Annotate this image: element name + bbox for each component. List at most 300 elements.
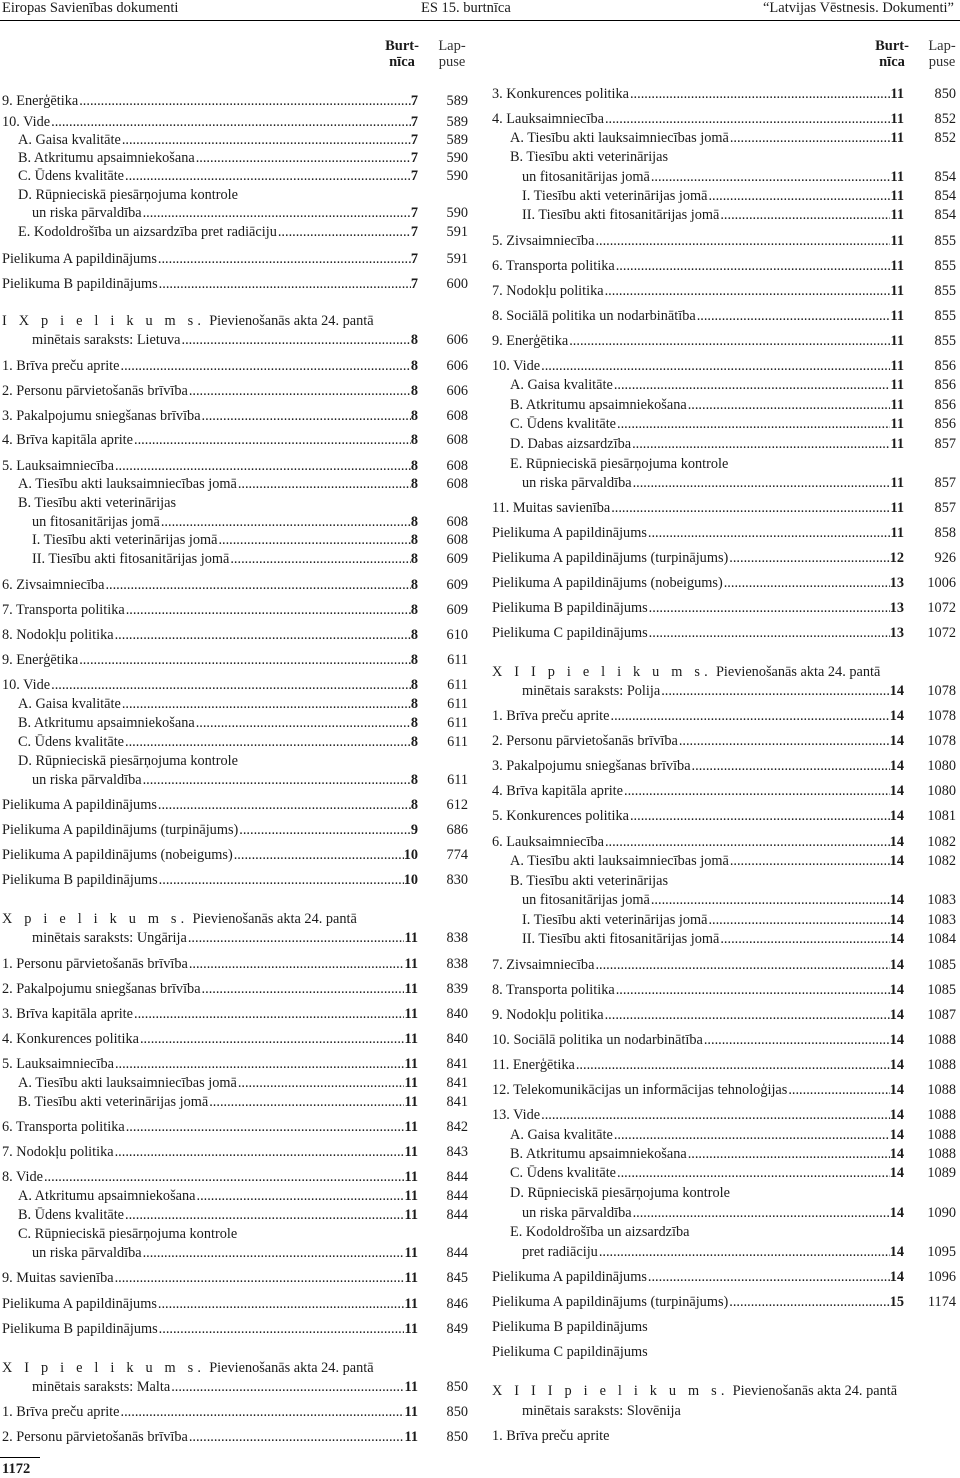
toc-entry-burtnica: 11 — [404, 1006, 418, 1022]
heading-line: Lap- — [928, 38, 956, 54]
toc-entry-text — [32, 1245, 418, 1262]
toc-entry-label: A. Atkritumu apsaimniekošana — [18, 1188, 196, 1204]
dot-leader — [202, 408, 411, 425]
toc-entry-page: 840 — [446, 1031, 468, 1047]
toc-entry — [2, 1429, 470, 1446]
toc-entry-burtnica: 14 — [889, 1146, 904, 1162]
dot-leader — [624, 783, 890, 800]
toc-entry-label: 1. Brīva preču aprite — [492, 708, 610, 724]
toc-entry-label: A. Tiesību akti lauksaimniecības jomā — [510, 853, 729, 869]
toc-entry-page: 849 — [446, 1321, 468, 1337]
toc-entry-text — [2, 358, 418, 375]
toc-entry-text — [522, 207, 904, 224]
heading-line: Lap- — [438, 38, 466, 54]
toc-entry-burtnica: 11 — [890, 525, 904, 541]
dot-leader — [616, 982, 890, 999]
toc-entry-page: 611 — [447, 696, 468, 712]
toc-entry — [492, 1082, 958, 1099]
toc-entry — [2, 150, 470, 167]
toc-entry — [492, 853, 958, 870]
toc-entry-burtnica: 11 — [404, 1296, 418, 1312]
toc-entry-text — [18, 495, 177, 512]
toc-entry — [492, 86, 958, 103]
toc-entry — [492, 188, 958, 205]
toc-entry — [492, 525, 958, 542]
toc-entry-burtnica: 11 — [890, 358, 904, 374]
toc-entry-page: 608 — [446, 532, 468, 548]
footer-rule — [0, 1457, 40, 1458]
toc-entry-text — [492, 625, 904, 642]
toc-entry-burtnica: 7 — [410, 150, 418, 166]
toc-entry-text — [2, 313, 375, 330]
toc-entry-label: 4. Konkurences politika — [2, 1031, 139, 1047]
dot-leader — [125, 168, 411, 185]
toc-entry — [2, 652, 470, 669]
toc-entry-burtnica: 14 — [889, 733, 904, 749]
toc-entry-text — [2, 1429, 418, 1446]
toc-entry-page: 1072 — [927, 625, 956, 641]
toc-entry-text — [510, 1127, 904, 1144]
dot-leader — [121, 1404, 405, 1421]
toc-entry-label: Pielikuma B papildinājums — [492, 1319, 648, 1335]
toc-entry-page: 858 — [934, 525, 956, 541]
dot-leader — [595, 233, 890, 250]
toc-entry-burtnica: 11 — [404, 1404, 418, 1420]
dot-leader — [51, 114, 411, 131]
toc-entry-burtnica: 11 — [890, 377, 904, 393]
dot-leader — [611, 500, 890, 517]
toc-entry-burtnica: 8 — [410, 734, 418, 750]
toc-entry — [2, 458, 470, 475]
toc-entry-text — [492, 808, 904, 825]
dot-leader — [188, 930, 405, 947]
toc-entry — [2, 1360, 470, 1377]
toc-entry-page: 844 — [446, 1188, 468, 1204]
toc-entry — [2, 532, 470, 549]
dot-leader — [730, 130, 891, 147]
toc-entry — [492, 708, 958, 725]
toc-entry-text — [492, 1428, 611, 1445]
toc-entry-page: 854 — [934, 188, 956, 204]
toc-entry-burtnica: 8 — [410, 696, 418, 712]
toc-entry-text — [32, 1379, 418, 1396]
toc-entry-label: un riska pārvaldība — [32, 1245, 142, 1261]
toc-entry-text — [18, 1188, 418, 1205]
toc-entry-text — [492, 982, 904, 999]
dot-leader — [616, 258, 891, 275]
toc-entry-page: 1087 — [927, 1007, 956, 1023]
dot-leader — [189, 956, 405, 973]
toc-entry-burtnica: 14 — [889, 1082, 904, 1098]
toc-entry — [2, 1245, 470, 1262]
toc-entry-page: 612 — [446, 797, 468, 813]
toc-entry — [492, 130, 958, 147]
toc-entry-text — [522, 475, 904, 492]
toc-entry-page: 838 — [446, 956, 468, 972]
toc-entry-burtnica: 14 — [889, 1057, 904, 1073]
toc-entry-text — [522, 188, 904, 205]
toc-entry-text — [510, 1185, 731, 1202]
toc-entry — [492, 475, 958, 492]
toc-entry — [492, 931, 958, 948]
toc-entry-label: un riska pārvaldība — [522, 475, 632, 491]
toc-entry-page: 855 — [934, 283, 956, 299]
dot-leader — [209, 1094, 404, 1111]
toc-entry-page: 611 — [447, 734, 468, 750]
toc-entry-page: 1088 — [927, 1107, 956, 1123]
toc-entry — [2, 251, 470, 268]
toc-entry-burtnica: 8 — [410, 627, 418, 643]
toc-entry-page: 856 — [934, 416, 956, 432]
dot-leader — [633, 475, 891, 492]
toc-entry-page: 1082 — [927, 834, 956, 850]
toc-entry-page: 606 — [446, 383, 468, 399]
toc-entry-label: 10. Vide — [492, 358, 541, 374]
toc-entry-page: 852 — [934, 111, 956, 127]
toc-entry-label: 1. Personu pārvietošanās brīvība — [2, 956, 188, 972]
toc-entry-burtnica: 8 — [410, 602, 418, 618]
toc-entry-label: I. Tiesību akti veterinārijas jomā — [32, 532, 218, 548]
toc-entry-label: II. Tiesību akti fitosanitārijas jomā — [522, 207, 720, 223]
toc-entry-label: Pielikuma A papildinājums (turpinājums) — [492, 1294, 729, 1310]
toc-entry — [492, 258, 958, 275]
toc-entry — [492, 500, 958, 517]
toc-entry-label: Pielikuma B papildinājums — [492, 600, 648, 616]
toc-entry-text — [2, 1031, 418, 1048]
toc-entry-burtnica: 14 — [889, 708, 904, 724]
toc-entry — [492, 149, 958, 166]
toc-entry-burtnica: 11 — [890, 397, 904, 413]
toc-entry-text — [492, 233, 904, 250]
toc-entry-label: B. Tiesību akti veterinārijas — [18, 495, 177, 511]
heading-line: Burt- — [875, 38, 909, 54]
toc-entry-page: 1082 — [927, 853, 956, 869]
toc-entry-label: A. Tiesību akti lauksaimniecības jomā — [18, 476, 237, 492]
dot-leader — [115, 627, 411, 644]
toc-entry-text — [18, 1094, 418, 1111]
dot-leader — [688, 397, 891, 414]
toc-entry — [2, 1119, 470, 1136]
toc-entry-text — [492, 957, 904, 974]
toc-entry-text — [492, 86, 904, 103]
toc-entry — [492, 1146, 958, 1163]
toc-entry-page: 611 — [447, 715, 468, 731]
toc-entry-page: 606 — [446, 332, 468, 348]
toc-entry — [492, 664, 958, 681]
toc-entry-page: 844 — [446, 1207, 468, 1223]
toc-entry-burtnica: 8 — [410, 772, 418, 788]
toc-entry — [2, 715, 470, 732]
toc-entry-page: 590 — [446, 168, 468, 184]
toc-entry-label: II. Tiesību akti fitosanitārijas jomā — [522, 931, 720, 947]
dot-leader — [140, 1031, 405, 1048]
toc-entry-page: 686 — [446, 822, 468, 838]
toc-entry-label: un fitosanitārijas jomā — [522, 892, 650, 908]
toc-entry — [2, 1226, 470, 1243]
toc-entry-label: 4. Lauksaimniecība — [492, 111, 604, 127]
toc-entry-burtnica: 11 — [890, 333, 904, 349]
dot-leader — [617, 416, 890, 433]
toc-entry — [2, 981, 470, 998]
toc-entry — [2, 93, 470, 110]
toc-entry-page: 610 — [446, 627, 468, 643]
toc-entry-label: D. Rūpnieciskā piesārņojuma kontrole — [510, 1185, 730, 1201]
toc-entry-page: 589 — [446, 93, 468, 109]
toc-entry — [2, 772, 470, 789]
toc-entry-burtnica: 14 — [889, 1032, 904, 1048]
toc-entry-page: 1088 — [927, 1127, 956, 1143]
toc-entry-text — [510, 416, 904, 433]
toc-entry — [2, 1321, 470, 1338]
toc-entry — [2, 1031, 470, 1048]
toc-entry — [2, 602, 470, 619]
toc-entry — [2, 383, 470, 400]
dot-leader — [122, 696, 411, 713]
toc-entry-page: 855 — [934, 233, 956, 249]
toc-entry — [2, 205, 470, 222]
toc-entry-page: 1095 — [927, 1244, 956, 1260]
toc-entry-text — [492, 783, 904, 800]
dot-leader — [143, 772, 411, 789]
dot-leader — [122, 132, 411, 149]
toc-entry-label: 2. Personu pārvietošanās brīvība — [2, 383, 188, 399]
toc-entry-text — [2, 1144, 418, 1161]
toc-entry — [2, 432, 470, 449]
toc-entry-text — [492, 1007, 904, 1024]
toc-entry-burtnica: 14 — [889, 912, 904, 928]
dot-leader — [730, 853, 890, 870]
toc-entry — [492, 1319, 958, 1336]
toc-entry-burtnica: 11 — [404, 1119, 418, 1135]
toc-entry-burtnica: 11 — [404, 1321, 418, 1337]
toc-entry-page: 608 — [446, 408, 468, 424]
toc-entry-page: 840 — [446, 1006, 468, 1022]
toc-entry-burtnica: 11 — [404, 1245, 418, 1261]
toc-entry-burtnica: 11 — [404, 1207, 418, 1223]
toc-entry-burtnica: 14 — [889, 982, 904, 998]
toc-entry — [2, 332, 470, 349]
toc-entry-label: 5. Lauksaimniecība — [2, 458, 114, 474]
toc-entry — [2, 696, 470, 713]
toc-entry-burtnica: 11 — [404, 1379, 418, 1395]
toc-entry — [492, 600, 958, 617]
toc-entry — [2, 1075, 470, 1092]
toc-entry-label: B. Tiesību akti veterinārijas jomā — [18, 1094, 209, 1110]
toc-entry — [2, 1296, 470, 1313]
annex-heading: I X p i e l i k u m s. — [2, 313, 206, 329]
page-number: 1172 — [2, 1461, 31, 1477]
toc-entry-text — [492, 575, 904, 592]
toc-entry — [2, 822, 470, 839]
toc-entry-text — [2, 981, 418, 998]
toc-entry-label: 10. Vide — [2, 114, 51, 130]
toc-entry-text — [492, 1344, 649, 1361]
toc-entry — [2, 627, 470, 644]
toc-entry — [492, 1205, 958, 1222]
toc-entry-page: 1084 — [927, 931, 956, 947]
toc-entry — [492, 1127, 958, 1144]
dot-leader — [159, 1321, 405, 1338]
toc-entry-page: 1078 — [927, 708, 956, 724]
toc-entry-page: 1072 — [927, 600, 956, 616]
dot-leader — [79, 652, 411, 669]
toc-entry-label: un riska pārvaldība — [522, 1205, 632, 1221]
dot-leader — [189, 383, 411, 400]
toc-entry-page: 1083 — [927, 892, 956, 908]
toc-entry-page: 838 — [446, 930, 468, 946]
toc-entry-text — [18, 132, 418, 149]
toc-entry-burtnica: 11 — [890, 500, 904, 516]
toc-entry-burtnica: 11 — [404, 1429, 418, 1445]
toc-entry-text — [492, 600, 904, 617]
dot-leader — [230, 551, 410, 568]
toc-entry-text — [18, 150, 418, 167]
toc-entry-text — [32, 532, 418, 549]
toc-entry — [492, 1344, 958, 1361]
dot-leader — [692, 758, 890, 775]
toc-entry-label: 8. Vide — [2, 1169, 43, 1185]
toc-entry-label: Pievienošanās akta 24. pantā — [209, 1360, 374, 1376]
toc-entry-text — [510, 1146, 904, 1163]
toc-entry — [492, 111, 958, 128]
toc-entry-page: 856 — [934, 377, 956, 393]
toc-entry-text — [2, 652, 418, 669]
toc-entry-text — [492, 708, 904, 725]
toc-entry-page: 1080 — [927, 783, 956, 799]
toc-entry-burtnica: 7 — [410, 168, 418, 184]
toc-entry-text — [2, 911, 358, 928]
toc-entry-text — [18, 1226, 238, 1243]
toc-entry — [2, 358, 470, 375]
toc-entry-text — [2, 1169, 418, 1186]
toc-entry — [492, 1383, 958, 1400]
toc-entry-label: A. Gaisa kvalitāte — [510, 377, 613, 393]
toc-entry-text — [32, 772, 418, 789]
toc-entry-page: 1090 — [927, 1205, 956, 1221]
toc-entry-burtnica: 12 — [889, 550, 904, 566]
toc-entry-burtnica: 11 — [404, 1144, 418, 1160]
toc-entry-label: II. Tiesību akti fitosanitārijas jomā — [32, 551, 230, 567]
toc-entry-label: 6. Lauksaimniecība — [492, 834, 604, 850]
toc-entry-page: 1080 — [927, 758, 956, 774]
toc-entry — [2, 797, 470, 814]
toc-entry — [2, 872, 470, 889]
toc-entry-label: 9. Enerģētika — [2, 93, 79, 109]
toc-entry — [2, 132, 470, 149]
toc-entry-label: minētais saraksts: Lietuva — [32, 332, 181, 348]
toc-entry-page: 842 — [446, 1119, 468, 1135]
toc-entry-label: pret radiāciju — [522, 1244, 598, 1260]
dot-leader — [115, 458, 411, 475]
toc-entry-label: D. Rūpnieciskā piesārņojuma kontrole — [18, 187, 238, 203]
toc-entry — [2, 408, 470, 425]
dot-leader — [134, 432, 411, 449]
toc-entry-label: I. Tiesību akti veterinārijas jomā — [522, 912, 708, 928]
toc-entry-text — [510, 456, 729, 473]
toc-entry-label: Pielikuma A papildinājums (nobeigums) — [2, 847, 233, 863]
toc-entry-burtnica: 14 — [889, 1205, 904, 1221]
toc-entry — [492, 834, 958, 851]
toc-entry — [492, 207, 958, 224]
toc-entry-burtnica: 8 — [410, 652, 418, 668]
toc-entry-burtnica: 7 — [410, 93, 418, 109]
toc-entry-text — [32, 551, 418, 568]
toc-entry-label: 6. Transporta politika — [2, 1119, 125, 1135]
toc-entry-text — [522, 169, 904, 186]
dot-leader — [605, 283, 891, 300]
toc-entry-burtnica: 13 — [889, 600, 904, 616]
toc-entry-burtnica: 10 — [403, 847, 418, 863]
dot-leader — [44, 1169, 405, 1186]
heading-line: Burt- — [385, 38, 419, 54]
toc-entry-text — [2, 251, 418, 268]
toc-entry-text — [510, 873, 669, 890]
toc-entry-text — [492, 664, 881, 681]
toc-entry — [492, 436, 958, 453]
toc-entry-burtnica: 7 — [410, 205, 418, 221]
toc-entry-burtnica: 14 — [889, 1107, 904, 1123]
toc-entry-label: 11. Muitas savienība — [492, 500, 611, 516]
dot-leader — [197, 1188, 405, 1205]
dot-leader — [630, 808, 890, 825]
toc-entry-label: B. Atkritumu apsaimniekošana — [18, 715, 195, 731]
toc-entry-label: 3. Konkurences politika — [492, 86, 629, 102]
toc-entry-label: 6. Transporta politika — [492, 258, 615, 274]
toc-entry-text — [2, 114, 418, 131]
heading-line: nīca — [389, 54, 415, 70]
toc-entry — [492, 575, 958, 592]
toc-entry-page: 839 — [446, 981, 468, 997]
toc-entry-page: 609 — [446, 602, 468, 618]
toc-entry-page: 1081 — [927, 808, 956, 824]
toc-entry — [492, 733, 958, 750]
toc-entry-text — [492, 1294, 904, 1311]
toc-entry-label: Pielikuma B papildinājums — [2, 276, 158, 292]
toc-entry-page: 841 — [446, 1094, 468, 1110]
toc-entry — [2, 187, 470, 204]
annex-heading: X p i e l i k u m s. — [2, 911, 189, 927]
toc-entry-burtnica: 14 — [889, 1269, 904, 1285]
toc-entry — [492, 397, 958, 414]
dot-leader — [630, 86, 891, 103]
dot-leader — [79, 93, 411, 110]
toc-entry-label: I. Tiesību akti veterinārijas jomā — [522, 188, 708, 204]
toc-entry-label: 5. Zivsaimniecība — [492, 233, 595, 249]
toc-entry-label: 4. Brīva kapitāla aprite — [492, 783, 624, 799]
toc-entry-page: 855 — [934, 308, 956, 324]
toc-entry-page: 850 — [934, 86, 956, 102]
dot-leader — [126, 602, 411, 619]
toc-entry-text — [492, 333, 904, 350]
toc-entry-burtnica: 13 — [889, 575, 904, 591]
toc-entry-burtnica: 8 — [410, 476, 418, 492]
toc-entry-burtnica: 11 — [404, 930, 418, 946]
toc-entry — [492, 1185, 958, 1202]
toc-entry-label: 5. Lauksaimniecība — [2, 1056, 114, 1072]
toc-entry-page: 600 — [446, 276, 468, 292]
toc-entry-burtnica: 14 — [889, 1244, 904, 1260]
toc-entry-burtnica: 11 — [890, 169, 904, 185]
toc-entry-burtnica: 7 — [410, 251, 418, 267]
toc-entry-burtnica: 14 — [889, 931, 904, 947]
toc-entry-text — [2, 1119, 418, 1136]
toc-entry — [2, 1056, 470, 1073]
toc-entry-text — [2, 1360, 375, 1377]
dot-leader — [633, 1205, 890, 1222]
toc-entry-page: 608 — [446, 458, 468, 474]
toc-entry-text — [18, 715, 418, 732]
toc-entry — [2, 1188, 470, 1205]
